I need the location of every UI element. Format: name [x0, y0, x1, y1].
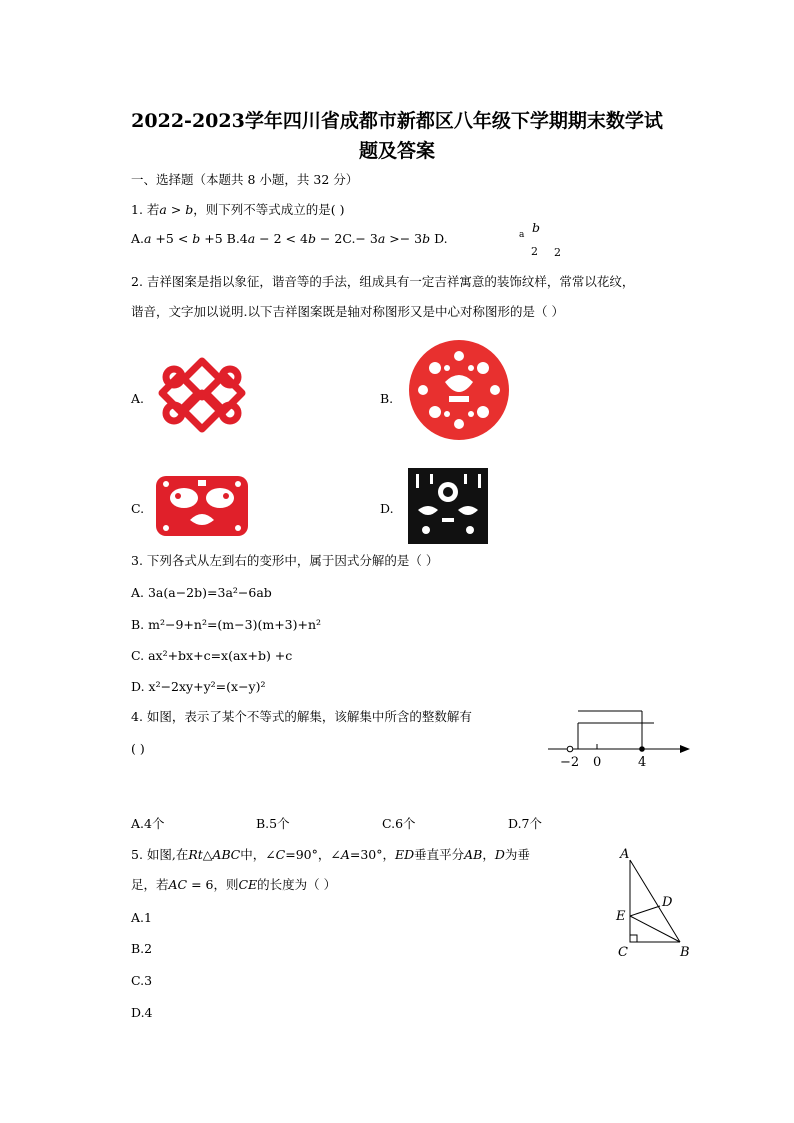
q5-option-d: D.4 — [131, 1005, 153, 1020]
q5-option-c: C.3 — [131, 973, 153, 988]
q4-option-c: C.6个 — [382, 816, 416, 831]
q2-option-d-label: D. — [380, 501, 394, 516]
q3-option-a: A. 3a(a−2b)=3a²−6ab — [131, 585, 272, 600]
q2-option-a-label: A. — [131, 391, 145, 406]
q1-option-d-a: a — [519, 230, 525, 240]
page-title: 2022-2023学年四川省成都市新都区八年级下学期期末数学试 — [131, 110, 663, 132]
q3-option-d: D. x²−2xy+y²=(x−y)² — [131, 679, 266, 694]
vertex-label-c: C — [618, 945, 628, 960]
q3-option-b: B. m²−9+n²=(m−3)(m+3)+n² — [131, 617, 322, 632]
q5-option-b: B.2 — [131, 941, 153, 956]
question-3-stem: 3. 下列各式从左到右的变形中，属于因式分解的是（ ） — [131, 553, 439, 568]
q2-option-c-label: C. — [131, 501, 145, 516]
vertex-label-e: E — [616, 909, 626, 924]
vertex-label-d: D — [662, 895, 673, 910]
black-papercut-image — [406, 466, 490, 546]
page-title-line2: 题及答案 — [358, 140, 435, 162]
q4-option-d: D.7个 — [508, 816, 543, 831]
q5-option-a: A.1 — [131, 910, 152, 925]
tick-label-0: 0 — [593, 755, 602, 770]
question-2-line1: 2. 吉祥图案是指以象征，谐音等的手法，组成具有一定吉祥寓意的装饰纹样，常常以花纹， — [131, 274, 635, 289]
q4-option-b: B.5个 — [256, 816, 290, 831]
vertex-label-b: B — [680, 945, 690, 960]
q3-option-c: C. ax²+bx+c=x(ax+b) +c — [131, 648, 293, 663]
q1-option-d-denom-2: 2 — [554, 246, 561, 259]
tick-label-neg2: −2 — [560, 755, 580, 770]
triangle-figure — [612, 842, 696, 962]
question-5-line2: 足，若𝐴𝐶 = 6，则𝐶𝐸的长度为（ ） — [131, 877, 337, 892]
q4-option-a: A.4个 — [131, 816, 165, 831]
number-line-figure — [544, 703, 694, 778]
chinese-knot-image — [154, 355, 250, 435]
question-1-stem: 1. 若𝑎 > 𝑏，则下列不等式成立的是( ) — [131, 202, 345, 217]
q1-option-d-b: b — [532, 220, 541, 235]
question-5-line1: 5. 如图,在𝑅𝑡△𝐴𝐵𝐶中，∠𝐶=90°，∠𝐴=30°，𝐸𝐷垂直平分𝐴𝐵，𝐷为垂 — [131, 847, 530, 862]
open-point — [567, 746, 573, 752]
fish-papercut-image — [154, 472, 250, 540]
closed-point — [639, 746, 645, 752]
question-1-options: A.𝑎 +5 < 𝑏 +5 B.4𝑎 − 2 < 4𝑏 − 2C.− 3𝑎 >− 3𝑏 D. — [131, 231, 448, 246]
tick-label-4: 4 — [638, 755, 647, 770]
vertex-label-a: A — [620, 847, 630, 862]
question-4-line2: ( ) — [131, 741, 145, 756]
question-2-line2: 谐音，文字加以说明.以下吉祥图案既是轴对称图形又是中心对称图形的是（ ） — [131, 304, 564, 319]
axis-arrow — [680, 745, 690, 753]
q1-option-d-denom-1: 2 — [531, 245, 538, 258]
round-papercut-image — [405, 338, 513, 442]
q2-option-b-label: B. — [380, 391, 394, 406]
section-heading: 一、选择题（本题共 8 小题，共 32 分） — [131, 172, 359, 187]
question-4-line1: 4. 如图，表示了某个不等式的解集，该解集中所含的整数解有 — [131, 709, 472, 724]
